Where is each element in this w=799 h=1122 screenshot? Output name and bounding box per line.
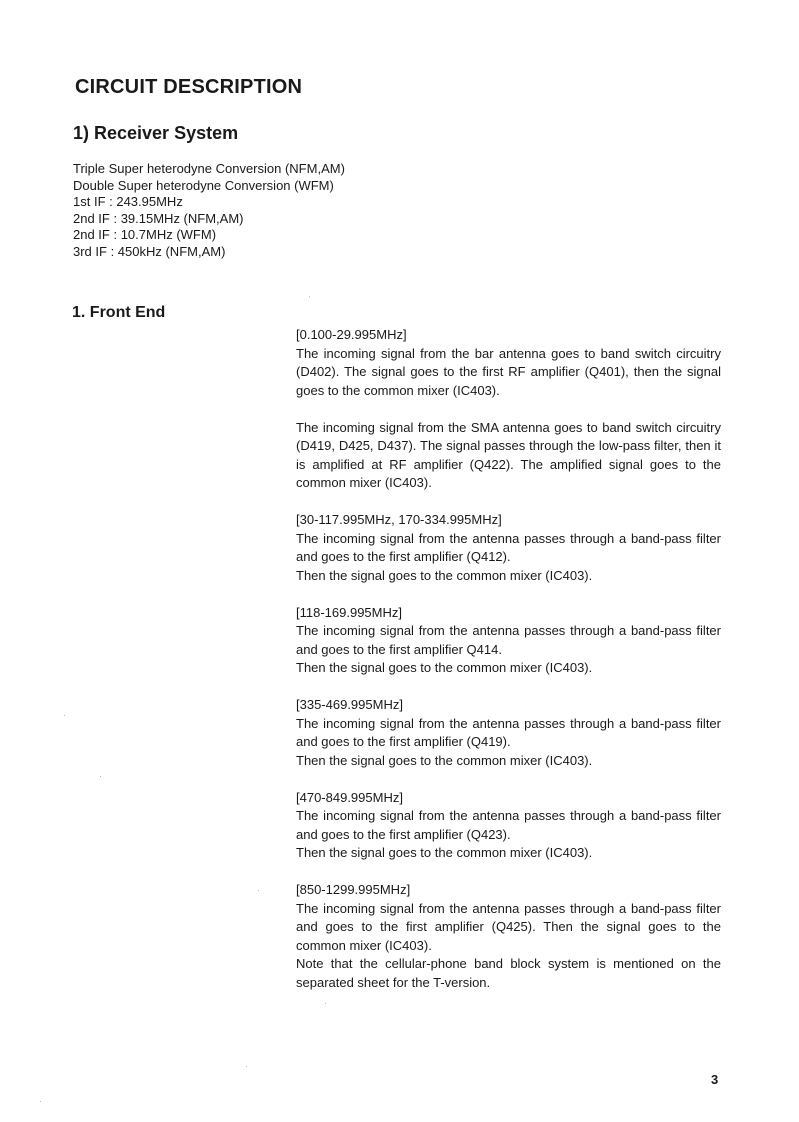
- band-block-sma: [296, 419, 721, 493]
- scan-speck: [309, 296, 310, 297]
- band-label: [30-117.995MHz, 170-334.995MHz]: [296, 512, 502, 527]
- band-block-850-1300mhz: [296, 881, 721, 992]
- band-block-118-170mhz: [296, 604, 721, 678]
- scan-speck: [64, 715, 65, 716]
- band-label: [335-469.995MHz]: [296, 697, 403, 712]
- band-description: The incoming signal from the antenna passes through a band-pass filter and goes to the first amplifier (Q425). Then the signal goes to the common mixer (IC403).: [296, 900, 721, 953]
- scan-speck: [325, 1003, 326, 1004]
- band-label: [0.100-29.995MHz]: [296, 327, 407, 342]
- band-note: Then the signal goes to the common mixer (IC403).: [296, 567, 593, 583]
- scan-speck: [40, 1101, 41, 1102]
- band-description: The incoming signal from the antenna passes through a band-pass filter and goes to the first amplifier Q414.: [296, 623, 721, 657]
- band-description: The incoming signal from the bar antenna goes to band switch circuitry (D402). The signal goes to the first RF amplifier (Q401), then the signal goes to the common mixer (IC403).: [296, 345, 721, 398]
- band-description: The incoming signal from the SMA antenna goes to band switch circuitry (D419, D425, D437). The signal passes through the low-pass filter, then it is amplified at RF amplifier (Q422). The amplified signal goes to the common mixer (IC403).: [296, 419, 721, 490]
- page-title: CIRCUIT DESCRIPTION: [75, 76, 303, 98]
- band-block-335-470mhz: [296, 696, 721, 770]
- band-description: The incoming signal from the antenna passes through a band-pass filter and goes to the first amplifier (Q419).: [296, 715, 721, 749]
- spec-line: 2nd IF : 39.15MHz (NFM,AM): [73, 210, 244, 226]
- band-block-30-335mhz: [296, 511, 721, 585]
- spec-line: 1st IF : 243.95MHz: [73, 194, 183, 209]
- front-end-heading: 1. Front End: [72, 304, 166, 321]
- band-label: [118-169.995MHz]: [296, 604, 402, 620]
- section-title: 1) Receiver System: [73, 123, 239, 143]
- scan-speck: [258, 890, 259, 891]
- spec-line: 3rd IF : 450kHz (NFM,AM): [73, 243, 226, 259]
- receiver-specs: [73, 161, 433, 260]
- band-note: Then the signal goes to the common mixer (IC403).: [296, 845, 593, 860]
- band-label: [850-1299.995MHz]: [296, 882, 411, 897]
- front-end-content: [296, 326, 721, 1011]
- spec-line: Double Super heterodyne Conversion (WFM): [73, 177, 334, 193]
- band-description: The incoming signal from the antenna passes through a band-pass filter and goes to the first amplifier (Q412).: [296, 530, 721, 564]
- band-description: The incoming signal from the antenna passes through a band-pass filter and goes to the first amplifier (Q423).: [296, 808, 721, 842]
- band-note: Note that the cellular-phone band block system is mentioned on the separated sheet for the T-version.: [296, 956, 721, 990]
- spec-line: 2nd IF : 10.7MHz (WFM): [73, 227, 217, 242]
- scan-speck: [100, 776, 101, 777]
- band-block-0-30mhz: [296, 326, 721, 400]
- scan-speck: [246, 1066, 247, 1067]
- band-block-470-850mhz: [296, 789, 721, 863]
- band-note: Then the signal goes to the common mixer (IC403).: [296, 752, 593, 768]
- band-label: [470-849.995MHz]: [296, 789, 403, 805]
- page-number: 3: [711, 1072, 719, 1087]
- spec-line: Triple Super heterodyne Conversion (NFM,AM): [73, 161, 345, 176]
- band-note: Then the signal goes to the common mixer (IC403).: [296, 660, 593, 675]
